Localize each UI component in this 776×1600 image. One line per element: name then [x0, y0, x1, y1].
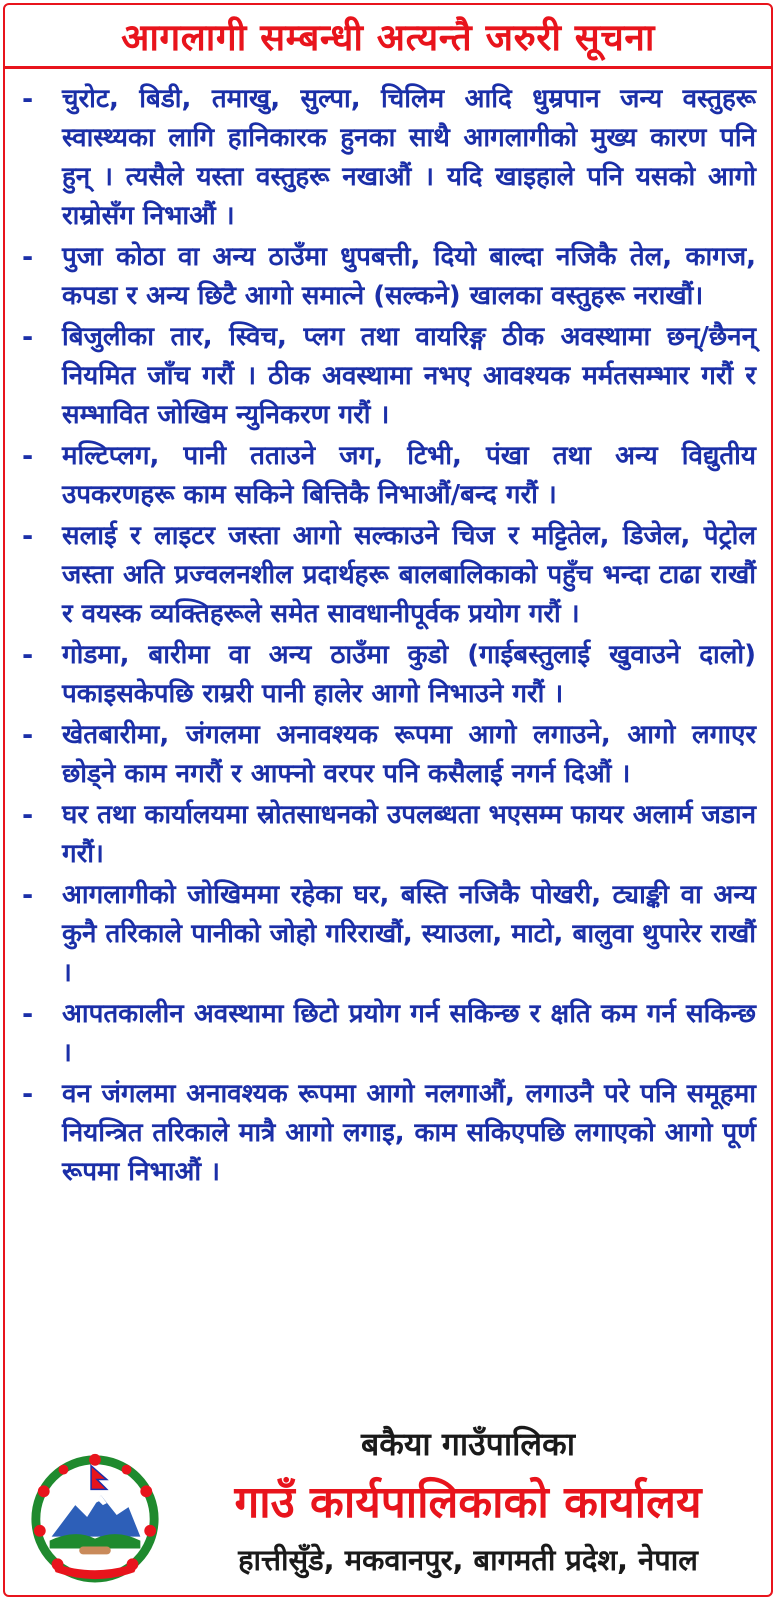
notice-item	[22, 716, 756, 794]
notice-item-text: आगलागीको जोखिममा रहेका घर, बस्ति नजिकै पोखरी, ट्याङ्की वा अन्य कुनै तरिकाले पानीको जोहो गरिराखौं, स्याउला, माटो, बालुवा थुपारेर राखौं ।	[62, 880, 756, 988]
notice-item-text: मल्टिप्लग, पानी तताउने जग, टिभी, पंखा तथा अन्य विद्युतीय उपकरणहरू काम सकिने बित्तिकै निभाऔं/बन्द गरौं ।	[62, 441, 756, 510]
bullet-dash: -	[22, 521, 34, 552]
notice-item	[22, 1075, 756, 1192]
notice-item	[22, 80, 756, 236]
notice-item-text: गोडमा, बारीमा वा अन्य ठाउँमा कुडो (गाईबस्तुलाई खुवाउने दालो) पकाइसकेपछि राम्ररी पानी हालेर आगो निभाउने गरौं ।	[62, 640, 756, 709]
notice-item-text: आपतकालीन अवस्थामा छिटो प्रयोग गर्न सकिन्छ र क्षति कम गर्न सकिन्छ ।	[62, 999, 756, 1068]
office-address: हात्तीसुँडे, मकवानपुर, बागमती प्रदेश, नेपाल	[238, 1543, 698, 1577]
notice-item	[22, 995, 756, 1073]
notice-item-text: वन जंगलमा अनावश्यक रूपमा आगो नलगाऔं, लगाउनै परे पनि समूहमा नियन्त्रित तरिकाले मात्रै आगो लगाइ, काम सकिएपछि लगाएको आगो पूर्ण रूपमा निभाऔं ।	[62, 1079, 756, 1187]
notice-item	[22, 517, 756, 634]
notice-item-text: बिजुलीका तार, स्विच, प्लग तथा वायरिङ्ग ठीक अवस्थामा छन्/छैनन् नियमित जाँच गरौं । ठीक अवस्थामा नभए आवश्यक मर्मतसम्भार गरौं र सम्भावित जोखिम न्युनिकरण गरौं ।	[62, 322, 756, 430]
footer	[0, 1420, 776, 1600]
notice-item	[22, 238, 756, 316]
bullet-dash: -	[22, 441, 34, 472]
office-name: गाउँ कार्यपालिकाको कार्यालय	[234, 1477, 702, 1528]
bullet-dash: -	[22, 640, 34, 671]
municipality-name: बकैया गाउँपालिका	[361, 1425, 575, 1463]
bullet-dash: -	[22, 880, 34, 911]
notice-header	[0, 0, 776, 70]
notice-item-text: सलाई र लाइटर जस्ता आगो सल्काउने चिज र मट्टितेल, डिजेल, पेट्रोल जस्ता अति प्रज्वलनशील प्रदार्थहरू बालबालिकाको पहुँच भन्दा टाढा राखौं र वयस्क व्यक्तिहरूले समेत सावधानीपूर्वक प्रयोग गरौं ।	[62, 521, 756, 629]
bullet-dash: -	[22, 720, 34, 751]
notice-item	[22, 636, 756, 714]
notice-title: आगलागी सम्बन्धी अत्यन्तै जरुरी सूचना	[121, 15, 655, 59]
notice-list	[22, 80, 756, 1194]
notice-item	[22, 876, 756, 993]
notice-item-text: चुरोट, बिडी, तमाखु, सुल्पा, चिलिम आदि धुम्रपान जन्य वस्तुहरू स्वास्थ्यका लागि हानिकारक हुनका साथै आगलागीको मुख्य कारण पनि हुन् । त्यसैले यस्ता वस्तुहरू नखाऔं । यदि खाइहाले पनि यसको आगो राम्रोसँग निभाऔं ।	[62, 84, 756, 231]
header-divider	[3, 66, 773, 69]
bullet-dash: -	[22, 242, 34, 273]
notice-item	[22, 318, 756, 435]
notice-item-text: पुजा कोठा वा अन्य ठाउँमा धुपबत्ती, दियो बाल्दा नजिकै तेल, कागज, कपडा र अन्य छिटै आगो समात्ने (सल्कने) खालका वस्तुहरू नराखौं।	[62, 242, 756, 311]
bullet-dash: -	[22, 1079, 34, 1110]
bullet-dash: -	[22, 999, 34, 1030]
notice-item-text: घर तथा कार्यालयमा स्रोतसाधनको उपलब्धता भएसम्म फायर अलार्म जडान गरौं।	[62, 800, 756, 869]
notice-item	[22, 796, 756, 874]
bullet-dash: -	[22, 84, 34, 115]
bullet-dash: -	[22, 322, 34, 353]
notice-item	[22, 437, 756, 515]
notice-item-text: खेतबारीमा, जंगलमा अनावश्यक रूपमा आगो लगाउने, आगो लगाएर छोड्ने काम नगरौं र आफ्नो वरपर पनि कसैलाई नगर्न दिऔं ।	[62, 720, 756, 789]
bullet-dash: -	[22, 800, 34, 831]
nepal-emblem-icon	[26, 1446, 164, 1584]
